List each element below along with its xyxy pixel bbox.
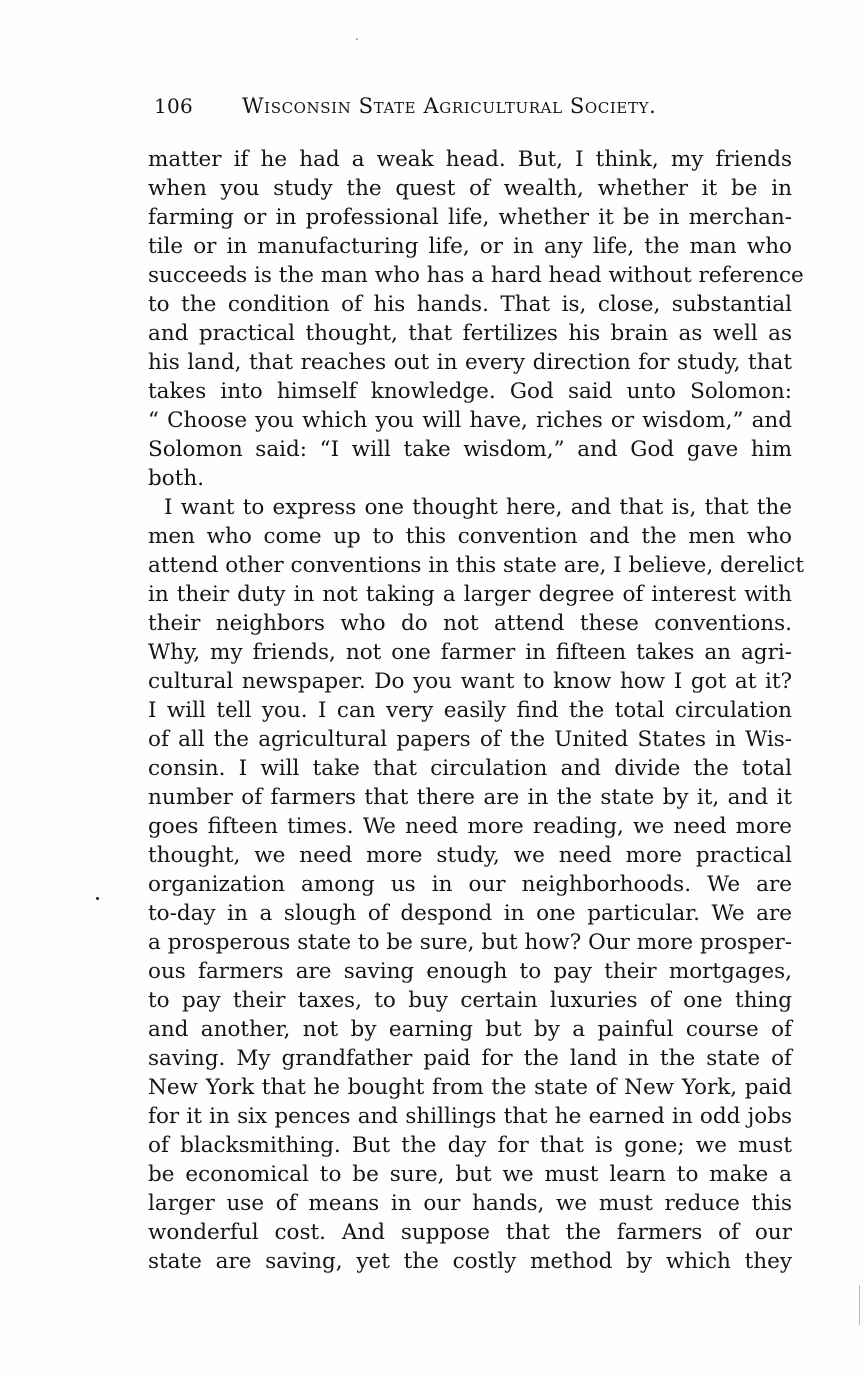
text-line: in their duty in not taking a larger degree of interest with xyxy=(148,582,792,607)
text-line: “ Choose you which you will have, riches or wisdom,” and xyxy=(148,408,792,433)
scan-edge-mark xyxy=(859,1285,860,1325)
text-line: cultural newspaper. Do you want to know how I got at it? xyxy=(148,669,792,694)
text-line: farming or in professional life, whether it be in merchan- xyxy=(148,205,792,230)
text-line: and practical thought, that fertilizes his brain as well as xyxy=(148,321,792,346)
text-line: attend other conventions in this state are, I believe, derelict xyxy=(148,553,804,578)
text-line: be economical to be sure, but we must learn to make a xyxy=(148,1162,792,1187)
text-line: goes fifteen times. We need more reading, we need more xyxy=(148,814,792,839)
text-line: men who come up to this convention and the men who xyxy=(148,524,792,549)
text-line: and another, not by earning but by a painful course of xyxy=(148,1017,792,1042)
text-line: of all the agricultural papers of the United States in Wis- xyxy=(148,727,792,752)
text-line: both. xyxy=(148,466,205,491)
text-line: number of farmers that there are in the state by it, and it xyxy=(148,785,792,810)
text-line: Why, my friends, not one farmer in fifteen takes an agri- xyxy=(148,640,792,665)
text-line: organization among us in our neighborhoods. We are xyxy=(148,872,792,897)
running-head: Wisconsin State Agricultural Society. xyxy=(242,94,657,118)
text-line: matter if he had a weak head. But, I think, my friends xyxy=(148,147,792,172)
text-line: tile or in manufacturing life, or in any life, the man who xyxy=(148,234,792,259)
body-text xyxy=(148,145,804,1276)
text-line: their neighbors who do not attend these conventions. xyxy=(148,611,792,636)
text-line: for it in six pences and shillings that he earned in odd jobs xyxy=(148,1104,792,1129)
text-line: I will tell you. I can very easily find the total circulation xyxy=(148,698,792,723)
text-line: of blacksmithing. But the day for that is gone; we must xyxy=(148,1133,792,1158)
scan-speck xyxy=(356,38,358,40)
text-line: takes into himself knowledge. God said unto Solomon: xyxy=(148,379,792,404)
text-line: New York that he bought from the state of New York, paid xyxy=(148,1075,792,1100)
text-line: consin. I will take that circulation and divide the total xyxy=(148,756,792,781)
text-line: thought, we need more study, we need more practical xyxy=(148,843,792,868)
text-line: succeeds is the man who has a hard head without reference xyxy=(148,263,804,288)
text-line: to pay their taxes, to buy certain luxuries of one thing xyxy=(148,988,792,1013)
page-number: 106 xyxy=(154,94,194,118)
text-line: ous farmers are saving enough to pay their mortgages, xyxy=(148,959,792,984)
text-line: when you study the quest of wealth, whether it be in xyxy=(148,176,792,201)
text-line: state are saving, yet the costly method by which they xyxy=(148,1249,792,1274)
text-line: Solomon said: “I will take wisdom,” and God gave him xyxy=(148,437,792,462)
text-line: saving. My grandfather paid for the land in the state of xyxy=(148,1046,792,1071)
text-line: to-day in a slough of despond in one particular. We are xyxy=(148,901,792,926)
text-line: his land, that reaches out in every direction for study, that xyxy=(148,350,792,375)
text-line: I want to express one thought here, and that is, that the xyxy=(164,495,792,520)
text-line: a prosperous state to be sure, but how? Our more prosper- xyxy=(148,930,792,955)
text-line: to the condition of his hands. That is, close, substantial xyxy=(148,292,792,317)
text-line: larger use of means in our hands, we must reduce this xyxy=(148,1191,792,1216)
page-header xyxy=(154,94,714,124)
scan-speck xyxy=(96,897,99,900)
text-line: wonderful cost. And suppose that the farmers of our xyxy=(148,1220,792,1245)
